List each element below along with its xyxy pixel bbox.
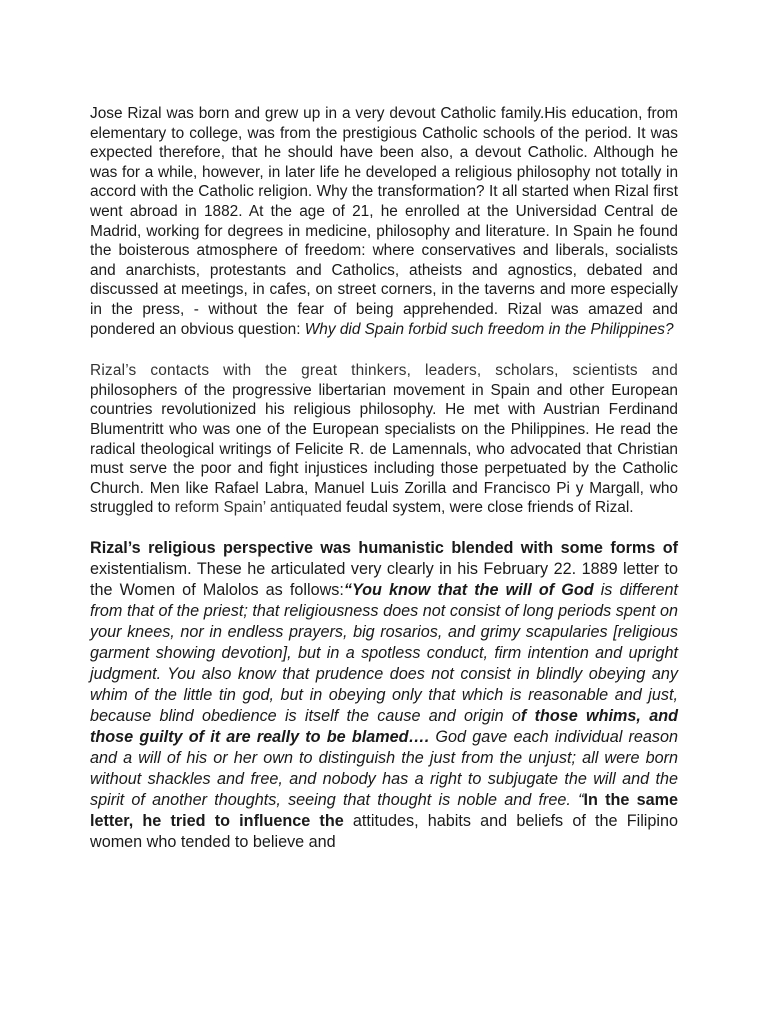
paragraph-3-close-quote: “ — [570, 790, 584, 809]
paragraph-rizal-early-life — [90, 104, 678, 339]
paragraph-religious-perspective — [90, 538, 678, 853]
paragraph-1-question: Why did Spain forbid such freedom in the Philippines? — [304, 320, 674, 338]
paragraph-2-tail: reform Spain’ antiquated — [174, 499, 342, 517]
paragraph-3-quote-body-2: God gave each individual reason and a will of his or her own to distinguish the just from the unjust; all were born without shackles and free, and nobody has a right to subjugate the will and the spirit of another thoughts, seeing that thought is noble and free. — [90, 727, 678, 809]
paragraph-3-quote-open: “You know that the will of God — [343, 580, 594, 599]
paragraph-2-end: feudal system, were close friends of Rizal. — [341, 499, 634, 517]
paragraph-3-end: attitudes, habits and beliefs of the Filipino women who tended to believe and — [90, 811, 679, 851]
paragraph-2-body: philosophers of the progressive libertarian movement in Spain and other European countries revolutionized his religious philosophy. He met with Austrian Ferdinand Blumentritt who was one of the European specialists on the Philippines. He read the radical theological writings of Felicite R. de Lamennals, who advocated that Christian must serve the poor and fight injustices including those perpetuated by the Catholic Church. Men like Rafael Labra, Manuel Luis Zorilla and Francisco Pi y Margall, who struggled to — [90, 381, 678, 517]
paragraph-3-quote-bold: f those whims, and those guilty of it are really to be blamed…. — [90, 706, 678, 746]
paragraph-3-intro: existentialism. These he articulated very clearly in his February 22. 1889 letter to the Women of Malolos as follows: — [90, 559, 678, 599]
paragraph-1-text: Jose Rizal was born and grew up in a very devout Catholic family.His education, from elementary to college, was from the prestigious Catholic schools of the period. It was expected therefore, that he should have been also, a devout Catholic. Although he was for a while, however, in later life he developed a religious philosophy not totally in accord with the Catholic religion. Why the transformation? It all started when Rizal first went abroad in 1882. At the age of 21, he enrolled at the Universidad Central de Madrid, working for degrees in medicine, philosophy and literature. In Spain he found the boisterous atmosphere of freedom: where conservatives and liberals, socialists and anarchists, protestants and Catholics, atheists and agnostics, debated and discussed at meetings, in cafes, on street corners, in the taverns and more especially in the press, - without the fear of being apprehended. Rizal was amazed and pondered an obvious question: — [90, 105, 678, 338]
paragraph-3-quote-body: is different from that of the priest; that religiousness does not consist of long periods spent on your knees, nor in endless prayers, big rosarios, and grimy scapularies [religious garment showing devotion], but in a spotless conduct, firm intention and upright judgment. You also know that prudence does not consist in blindly obeying any whim of the little tin god, but in obeying only that which is reasonable and just, because blind obedience is itself the cause and origin o — [90, 580, 678, 725]
paragraph-rizal-contacts — [90, 361, 678, 518]
paragraph-3-lead: Rizal’s religious perspective was humanistic blended with some forms of — [90, 538, 678, 557]
paragraph-3-bold-tail: In the same letter, he tried to influence the — [90, 790, 678, 830]
document-page — [90, 104, 678, 853]
paragraph-2-lead: Rizal’s contacts with the great thinkers, leaders, scholars, scientists and — [90, 362, 678, 380]
